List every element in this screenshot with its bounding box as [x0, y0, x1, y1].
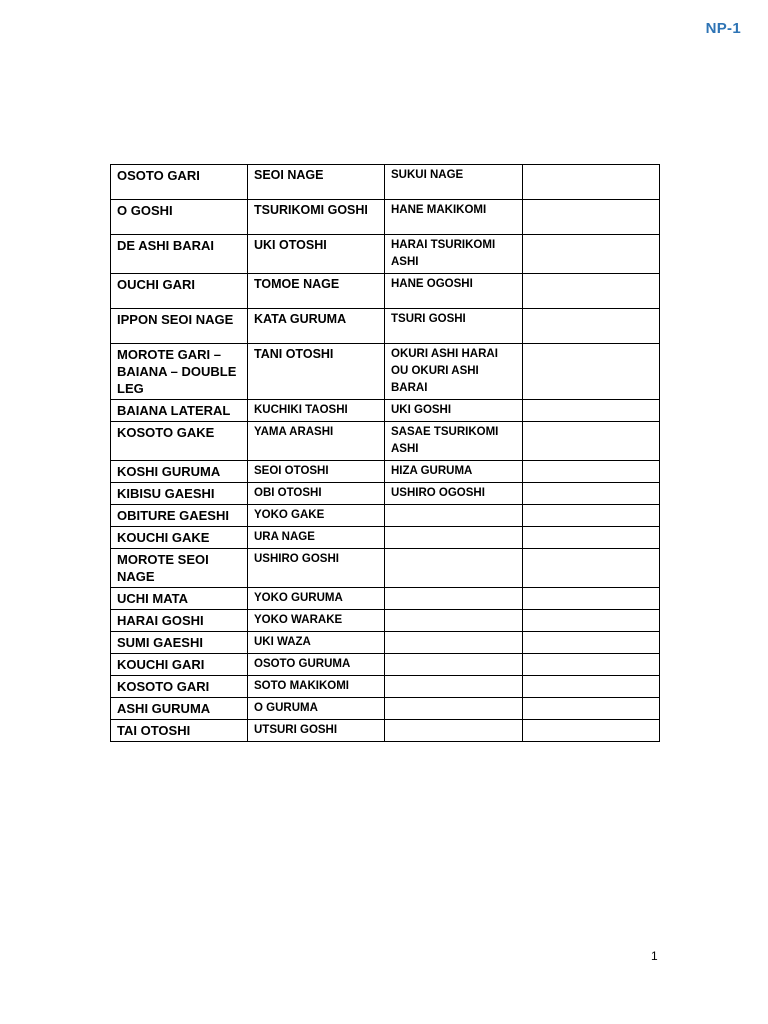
table-cell [385, 588, 523, 610]
document-code: NP-1 [705, 20, 741, 37]
table-cell: HANE MAKIKOMI [385, 200, 523, 235]
table-cell: TSURI GOSHI [385, 309, 523, 344]
table-cell: USHIRO OGOSHI [385, 483, 523, 505]
table-cell: YOKO GAKE [248, 505, 385, 527]
table-row [111, 610, 660, 632]
table-row [111, 309, 660, 344]
table-cell: YOKO WARAKE [248, 610, 385, 632]
table-cell [385, 549, 523, 588]
table-cell: KOUCHI GARI [111, 654, 248, 676]
table-cell: SUKUI NAGE [385, 165, 523, 200]
table-row [111, 676, 660, 698]
table-cell: UTSURI GOSHI [248, 720, 385, 742]
table-cell [523, 527, 660, 549]
page-number: 1 [651, 949, 658, 963]
table-row [111, 698, 660, 720]
table-row [111, 344, 660, 400]
table-cell: HANE OGOSHI [385, 274, 523, 309]
table-cell: O GOSHI [111, 200, 248, 235]
table-cell [523, 549, 660, 588]
table-row [111, 632, 660, 654]
table-cell: OSOTO GARI [111, 165, 248, 200]
table-cell [523, 309, 660, 344]
table-cell [523, 461, 660, 483]
table-cell [385, 632, 523, 654]
table-cell: HARAI TSURIKOMI ASHI [385, 235, 523, 274]
table-cell [523, 165, 660, 200]
table-cell: TANI OTOSHI [248, 344, 385, 400]
table-cell [523, 676, 660, 698]
table-cell: HARAI GOSHI [111, 610, 248, 632]
table-row [111, 483, 660, 505]
table-cell: TSURIKOMI GOSHI [248, 200, 385, 235]
table-cell: KOUCHI GAKE [111, 527, 248, 549]
table-cell [385, 676, 523, 698]
table-cell [523, 274, 660, 309]
table-row [111, 400, 660, 422]
table-cell [523, 422, 660, 461]
table-row [111, 461, 660, 483]
table-cell [523, 610, 660, 632]
table-cell: SEOI NAGE [248, 165, 385, 200]
table-row [111, 588, 660, 610]
table-cell: MOROTE SEOI NAGE [111, 549, 248, 588]
table-cell [385, 698, 523, 720]
table-cell [523, 588, 660, 610]
table-cell: TOMOE NAGE [248, 274, 385, 309]
table-cell [523, 698, 660, 720]
table-cell: SOTO MAKIKOMI [248, 676, 385, 698]
table-cell: KOSHI GURUMA [111, 461, 248, 483]
table-row [111, 527, 660, 549]
table-cell: URA NAGE [248, 527, 385, 549]
techniques-table [110, 164, 660, 742]
table-cell: OKURI ASHI HARAI OU OKURI ASHI BARAI [385, 344, 523, 400]
table-cell [385, 654, 523, 676]
table-cell [523, 632, 660, 654]
table-cell: KUCHIKI TAOSHI [248, 400, 385, 422]
table-cell [523, 720, 660, 742]
table-cell: SUMI GAESHI [111, 632, 248, 654]
table-cell: UCHI MATA [111, 588, 248, 610]
table-cell: TAI OTOSHI [111, 720, 248, 742]
table-cell: OSOTO GURUMA [248, 654, 385, 676]
table-cell [385, 720, 523, 742]
table-cell: IPPON SEOI NAGE [111, 309, 248, 344]
table-row [111, 165, 660, 200]
table-cell: KOSOTO GARI [111, 676, 248, 698]
table-cell [385, 610, 523, 632]
table-cell: OBITURE GAESHI [111, 505, 248, 527]
table-cell [523, 200, 660, 235]
table-cell: SEOI OTOSHI [248, 461, 385, 483]
table-cell: BAIANA LATERAL [111, 400, 248, 422]
table-cell [385, 527, 523, 549]
table-row [111, 200, 660, 235]
table-cell: KIBISU GAESHI [111, 483, 248, 505]
table-cell [385, 505, 523, 527]
table-cell [523, 654, 660, 676]
table-cell: DE ASHI BARAI [111, 235, 248, 274]
table-row [111, 549, 660, 588]
table-row [111, 422, 660, 461]
table-cell: YAMA ARASHI [248, 422, 385, 461]
table-row [111, 235, 660, 274]
table-cell: OBI OTOSHI [248, 483, 385, 505]
table-cell [523, 344, 660, 400]
table-cell: O GURUMA [248, 698, 385, 720]
table-row [111, 654, 660, 676]
table-cell: KATA GURUMA [248, 309, 385, 344]
table-cell: ASHI GURUMA [111, 698, 248, 720]
table-cell: UKI WAZA [248, 632, 385, 654]
table-cell: UKI GOSHI [385, 400, 523, 422]
table-cell: KOSOTO GAKE [111, 422, 248, 461]
table-cell: HIZA GURUMA [385, 461, 523, 483]
table-cell: MOROTE GARI – BAIANA – DOUBLE LEG [111, 344, 248, 400]
table-cell: OUCHI GARI [111, 274, 248, 309]
table-cell [523, 505, 660, 527]
table-row [111, 505, 660, 527]
table-row [111, 274, 660, 309]
table-cell: UKI OTOSHI [248, 235, 385, 274]
table-cell: SASAE TSURIKOMI ASHI [385, 422, 523, 461]
table-row [111, 720, 660, 742]
table-cell: YOKO GURUMA [248, 588, 385, 610]
table-cell [523, 483, 660, 505]
table-cell [523, 400, 660, 422]
table-cell [523, 235, 660, 274]
table-cell: USHIRO GOSHI [248, 549, 385, 588]
